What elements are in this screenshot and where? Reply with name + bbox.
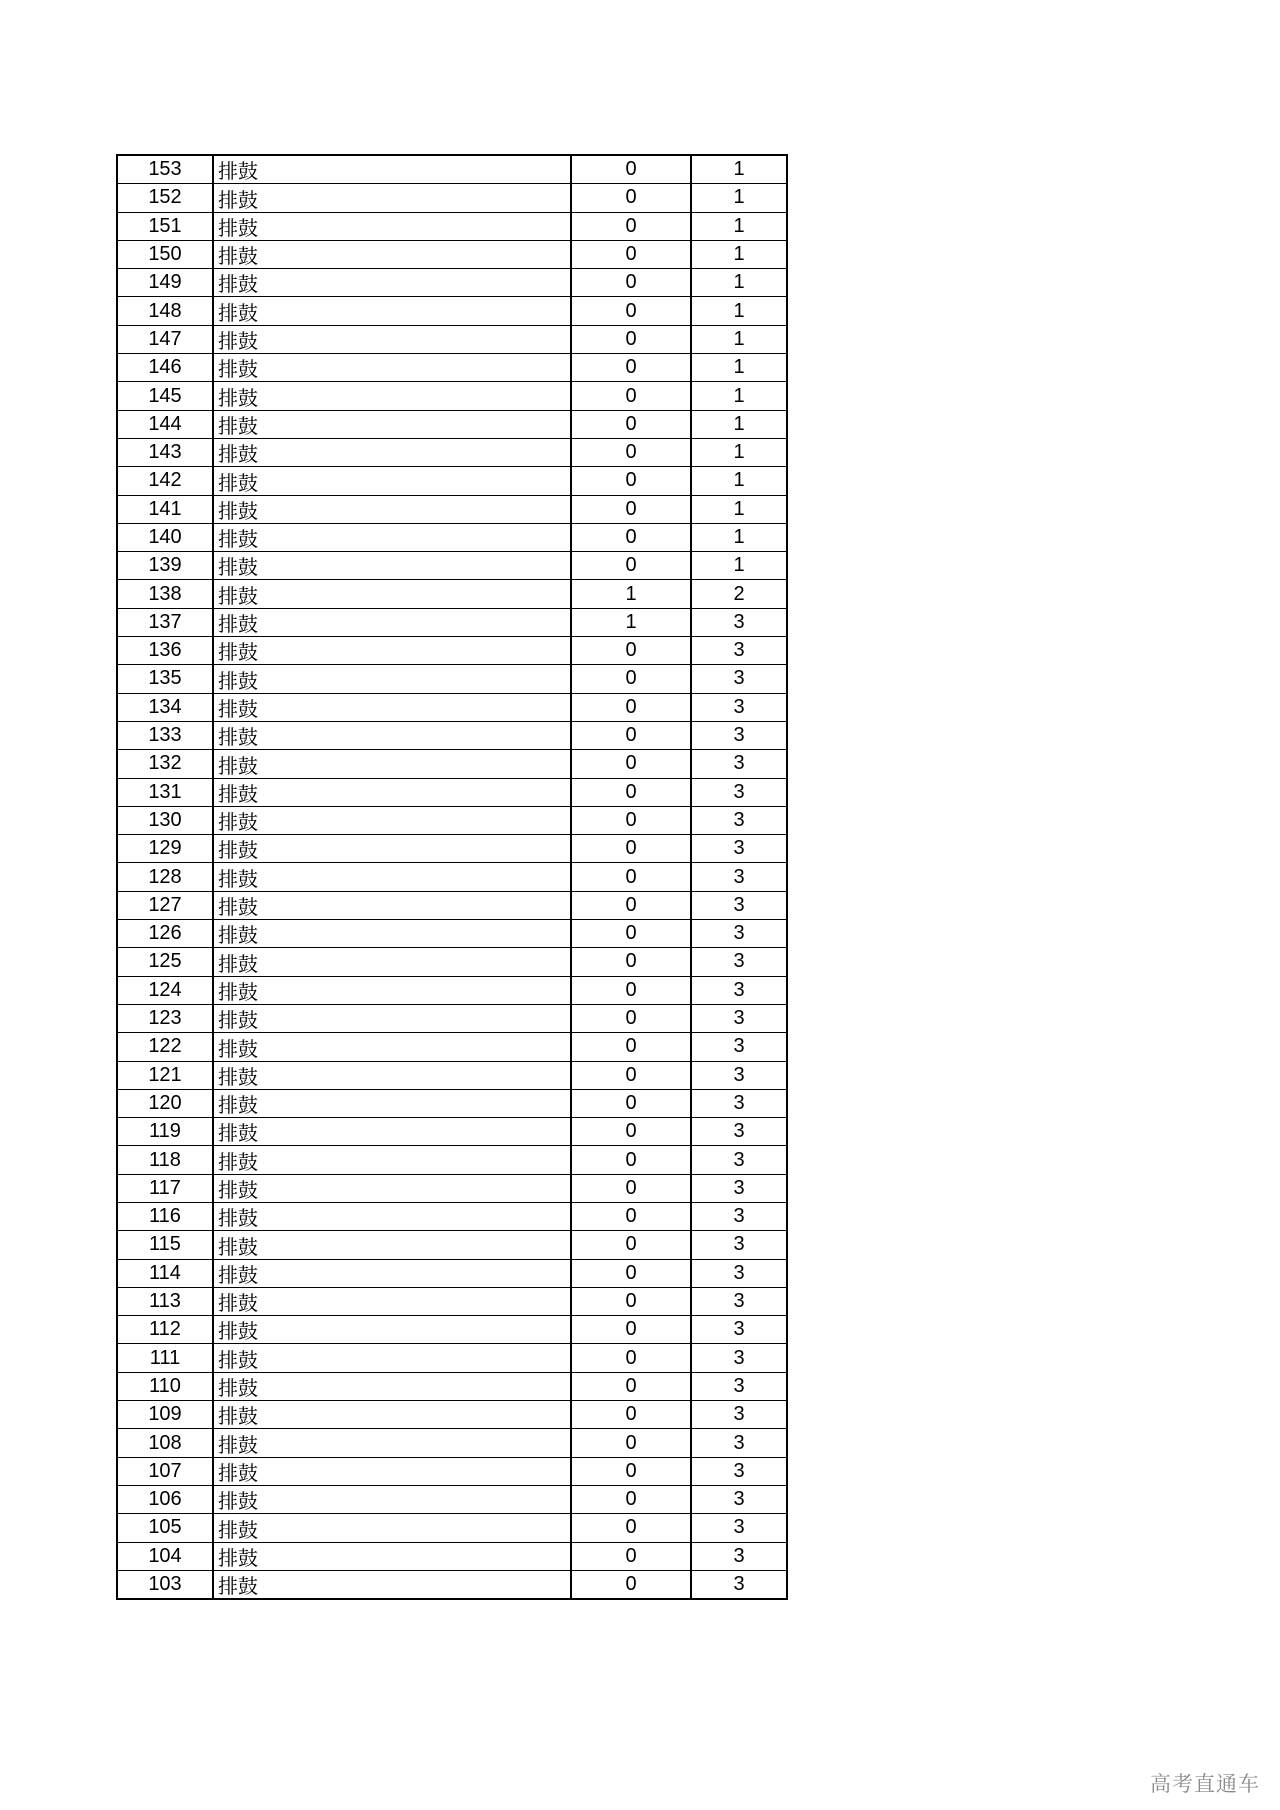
score-cell: 147 (117, 325, 213, 353)
table-row (117, 1089, 787, 1117)
sport-cell: 排鼓 (213, 1514, 571, 1542)
table-row (117, 1259, 787, 1287)
table-row (117, 1542, 787, 1570)
table-row (117, 976, 787, 1004)
score-cell: 149 (117, 269, 213, 297)
count-cell: 0 (571, 891, 691, 919)
table-row (117, 184, 787, 212)
sport-cell: 排鼓 (213, 1457, 571, 1485)
count-cell: 0 (571, 1004, 691, 1032)
sport-cell: 排鼓 (213, 212, 571, 240)
count-cell: 0 (571, 1485, 691, 1513)
cumulative-count-cell: 3 (691, 1202, 787, 1230)
sport-cell: 排鼓 (213, 1401, 571, 1429)
table-row (117, 552, 787, 580)
cumulative-count-cell: 1 (691, 240, 787, 268)
table-row (117, 891, 787, 919)
sport-cell: 排鼓 (213, 608, 571, 636)
table-row (117, 523, 787, 551)
score-cell: 141 (117, 495, 213, 523)
sport-cell: 排鼓 (213, 552, 571, 580)
cumulative-count-cell: 3 (691, 1146, 787, 1174)
sport-cell: 排鼓 (213, 778, 571, 806)
score-cell: 105 (117, 1514, 213, 1542)
table-row (117, 212, 787, 240)
score-cell: 112 (117, 1316, 213, 1344)
table-row (117, 1146, 787, 1174)
score-cell: 129 (117, 835, 213, 863)
count-cell: 0 (571, 1542, 691, 1570)
count-cell: 0 (571, 354, 691, 382)
sport-cell: 排鼓 (213, 269, 571, 297)
count-cell: 0 (571, 1259, 691, 1287)
cumulative-count-cell: 1 (691, 410, 787, 438)
sport-cell: 排鼓 (213, 1202, 571, 1230)
score-cell: 132 (117, 750, 213, 778)
table-row (117, 269, 787, 297)
count-cell: 0 (571, 1429, 691, 1457)
count-cell: 0 (571, 1202, 691, 1230)
cumulative-count-cell: 3 (691, 693, 787, 721)
count-cell: 0 (571, 523, 691, 551)
table-row (117, 438, 787, 466)
cumulative-count-cell: 2 (691, 580, 787, 608)
count-cell: 0 (571, 1514, 691, 1542)
score-cell: 142 (117, 467, 213, 495)
sport-cell: 排鼓 (213, 1033, 571, 1061)
cumulative-count-cell: 3 (691, 948, 787, 976)
score-cell: 117 (117, 1174, 213, 1202)
table-row (117, 354, 787, 382)
score-cell: 108 (117, 1429, 213, 1457)
sport-cell: 排鼓 (213, 665, 571, 693)
score-cell: 115 (117, 1231, 213, 1259)
score-cell: 120 (117, 1089, 213, 1117)
table-row (117, 580, 787, 608)
sport-cell: 排鼓 (213, 1316, 571, 1344)
score-cell: 106 (117, 1485, 213, 1513)
table-row (117, 1033, 787, 1061)
cumulative-count-cell: 3 (691, 1004, 787, 1032)
score-cell: 135 (117, 665, 213, 693)
score-cell: 151 (117, 212, 213, 240)
count-cell: 0 (571, 1174, 691, 1202)
table-row (117, 1118, 787, 1146)
count-cell: 0 (571, 1457, 691, 1485)
cumulative-count-cell: 3 (691, 1089, 787, 1117)
score-cell: 152 (117, 184, 213, 212)
count-cell: 0 (571, 721, 691, 749)
table-row (117, 1570, 787, 1599)
table-row (117, 665, 787, 693)
score-cell: 103 (117, 1570, 213, 1599)
sport-cell: 排鼓 (213, 1287, 571, 1315)
sport-cell: 排鼓 (213, 721, 571, 749)
cumulative-count-cell: 3 (691, 1316, 787, 1344)
cumulative-count-cell: 3 (691, 1485, 787, 1513)
sport-cell: 排鼓 (213, 976, 571, 1004)
count-cell: 0 (571, 1061, 691, 1089)
count-cell: 0 (571, 495, 691, 523)
count-cell: 0 (571, 467, 691, 495)
sport-cell: 排鼓 (213, 410, 571, 438)
score-cell: 144 (117, 410, 213, 438)
count-cell: 0 (571, 1372, 691, 1400)
count-cell: 0 (571, 184, 691, 212)
count-cell: 0 (571, 1344, 691, 1372)
table-row (117, 155, 787, 184)
watermark-text: 高考直通车 (1150, 1772, 1260, 1796)
score-cell: 134 (117, 693, 213, 721)
count-cell: 0 (571, 1146, 691, 1174)
score-cell: 145 (117, 382, 213, 410)
cumulative-count-cell: 3 (691, 1401, 787, 1429)
table-row (117, 297, 787, 325)
count-cell: 0 (571, 948, 691, 976)
table-row (117, 1174, 787, 1202)
count-cell: 0 (571, 269, 691, 297)
cumulative-count-cell: 1 (691, 467, 787, 495)
sport-cell: 排鼓 (213, 325, 571, 353)
cumulative-count-cell: 3 (691, 1174, 787, 1202)
count-cell: 0 (571, 297, 691, 325)
score-cell: 128 (117, 863, 213, 891)
cumulative-count-cell: 3 (691, 1033, 787, 1061)
table-body (117, 155, 787, 1599)
cumulative-count-cell: 3 (691, 1570, 787, 1599)
count-cell: 0 (571, 778, 691, 806)
table-row (117, 637, 787, 665)
count-cell: 0 (571, 693, 691, 721)
score-cell: 139 (117, 552, 213, 580)
sport-cell: 排鼓 (213, 1485, 571, 1513)
sport-cell: 排鼓 (213, 1089, 571, 1117)
table-row (117, 948, 787, 976)
table-row (117, 1372, 787, 1400)
cumulative-count-cell: 1 (691, 495, 787, 523)
count-cell: 0 (571, 665, 691, 693)
cumulative-count-cell: 3 (691, 778, 787, 806)
score-cell: 109 (117, 1401, 213, 1429)
cumulative-count-cell: 3 (691, 976, 787, 1004)
sport-cell: 排鼓 (213, 297, 571, 325)
count-cell: 0 (571, 240, 691, 268)
sport-cell: 排鼓 (213, 806, 571, 834)
sport-cell: 排鼓 (213, 1231, 571, 1259)
count-cell: 0 (571, 552, 691, 580)
table-row (117, 721, 787, 749)
cumulative-count-cell: 3 (691, 1118, 787, 1146)
count-cell: 0 (571, 410, 691, 438)
sport-cell: 排鼓 (213, 240, 571, 268)
score-cell: 143 (117, 438, 213, 466)
table-row (117, 750, 787, 778)
sport-cell: 排鼓 (213, 495, 571, 523)
cumulative-count-cell: 3 (691, 637, 787, 665)
count-cell: 0 (571, 1089, 691, 1117)
cumulative-count-cell: 1 (691, 184, 787, 212)
sport-cell: 排鼓 (213, 1004, 571, 1032)
table-row (117, 382, 787, 410)
cumulative-count-cell: 3 (691, 750, 787, 778)
score-cell: 138 (117, 580, 213, 608)
cumulative-count-cell: 3 (691, 1259, 787, 1287)
cumulative-count-cell: 3 (691, 835, 787, 863)
score-cell: 114 (117, 1259, 213, 1287)
count-cell: 1 (571, 608, 691, 636)
cumulative-count-cell: 3 (691, 1287, 787, 1315)
cumulative-count-cell: 3 (691, 863, 787, 891)
cumulative-count-cell: 3 (691, 806, 787, 834)
count-cell: 0 (571, 920, 691, 948)
cumulative-count-cell: 3 (691, 920, 787, 948)
cumulative-count-cell: 1 (691, 155, 787, 184)
cumulative-count-cell: 3 (691, 721, 787, 749)
table-row (117, 1202, 787, 1230)
table-row (117, 1316, 787, 1344)
score-cell: 104 (117, 1542, 213, 1570)
table-row (117, 778, 787, 806)
score-cell: 131 (117, 778, 213, 806)
sport-cell: 排鼓 (213, 580, 571, 608)
sport-cell: 排鼓 (213, 438, 571, 466)
table-row (117, 1231, 787, 1259)
count-cell: 0 (571, 1570, 691, 1599)
score-cell: 140 (117, 523, 213, 551)
sport-cell: 排鼓 (213, 920, 571, 948)
sport-cell: 排鼓 (213, 1542, 571, 1570)
count-cell: 0 (571, 438, 691, 466)
cumulative-count-cell: 3 (691, 891, 787, 919)
score-cell: 113 (117, 1287, 213, 1315)
count-cell: 1 (571, 580, 691, 608)
table-row (117, 1429, 787, 1457)
sport-cell: 排鼓 (213, 1061, 571, 1089)
count-cell: 0 (571, 750, 691, 778)
sport-cell: 排鼓 (213, 382, 571, 410)
score-cell: 137 (117, 608, 213, 636)
score-cell: 116 (117, 1202, 213, 1230)
score-distribution-table (116, 154, 788, 1600)
table-row (117, 1457, 787, 1485)
sport-cell: 排鼓 (213, 1259, 571, 1287)
count-cell: 0 (571, 863, 691, 891)
sport-cell: 排鼓 (213, 1146, 571, 1174)
score-cell: 148 (117, 297, 213, 325)
table-row (117, 495, 787, 523)
score-cell: 107 (117, 1457, 213, 1485)
cumulative-count-cell: 3 (691, 1542, 787, 1570)
table-row (117, 410, 787, 438)
cumulative-count-cell: 1 (691, 269, 787, 297)
score-cell: 121 (117, 1061, 213, 1089)
count-cell: 0 (571, 637, 691, 665)
score-cell: 125 (117, 948, 213, 976)
table-row (117, 1061, 787, 1089)
cumulative-count-cell: 3 (691, 1344, 787, 1372)
table-row (117, 835, 787, 863)
score-cell: 123 (117, 1004, 213, 1032)
table-row (117, 863, 787, 891)
count-cell: 0 (571, 155, 691, 184)
sport-cell: 排鼓 (213, 835, 571, 863)
table-row (117, 240, 787, 268)
count-cell: 0 (571, 212, 691, 240)
cumulative-count-cell: 1 (691, 354, 787, 382)
cumulative-count-cell: 1 (691, 438, 787, 466)
cumulative-count-cell: 3 (691, 1429, 787, 1457)
count-cell: 0 (571, 976, 691, 1004)
sport-cell: 排鼓 (213, 891, 571, 919)
score-cell: 136 (117, 637, 213, 665)
sport-cell: 排鼓 (213, 1429, 571, 1457)
table-row (117, 1514, 787, 1542)
table-row (117, 806, 787, 834)
count-cell: 0 (571, 325, 691, 353)
score-cell: 133 (117, 721, 213, 749)
count-cell: 0 (571, 1118, 691, 1146)
score-cell: 124 (117, 976, 213, 1004)
sport-cell: 排鼓 (213, 863, 571, 891)
cumulative-count-cell: 3 (691, 1061, 787, 1089)
score-cell: 119 (117, 1118, 213, 1146)
score-cell: 146 (117, 354, 213, 382)
sport-cell: 排鼓 (213, 467, 571, 495)
table-row (117, 1485, 787, 1513)
count-cell: 0 (571, 835, 691, 863)
score-cell: 110 (117, 1372, 213, 1400)
score-cell: 111 (117, 1344, 213, 1372)
sport-cell: 排鼓 (213, 1344, 571, 1372)
count-cell: 0 (571, 1231, 691, 1259)
cumulative-count-cell: 1 (691, 382, 787, 410)
cumulative-count-cell: 3 (691, 1457, 787, 1485)
sport-cell: 排鼓 (213, 750, 571, 778)
table-row (117, 1287, 787, 1315)
table-row (117, 1004, 787, 1032)
cumulative-count-cell: 1 (691, 523, 787, 551)
count-cell: 0 (571, 806, 691, 834)
count-cell: 0 (571, 382, 691, 410)
table-row (117, 1344, 787, 1372)
score-cell: 150 (117, 240, 213, 268)
cumulative-count-cell: 1 (691, 212, 787, 240)
score-cell: 130 (117, 806, 213, 834)
count-cell: 0 (571, 1401, 691, 1429)
sport-cell: 排鼓 (213, 523, 571, 551)
sport-cell: 排鼓 (213, 637, 571, 665)
cumulative-count-cell: 3 (691, 1231, 787, 1259)
count-cell: 0 (571, 1287, 691, 1315)
table-row (117, 693, 787, 721)
count-cell: 0 (571, 1033, 691, 1061)
score-cell: 122 (117, 1033, 213, 1061)
cumulative-count-cell: 3 (691, 608, 787, 636)
score-cell: 126 (117, 920, 213, 948)
count-cell: 0 (571, 1316, 691, 1344)
score-cell: 118 (117, 1146, 213, 1174)
table-row (117, 920, 787, 948)
table-row (117, 467, 787, 495)
cumulative-count-cell: 3 (691, 1372, 787, 1400)
sport-cell: 排鼓 (213, 1118, 571, 1146)
sport-cell: 排鼓 (213, 184, 571, 212)
cumulative-count-cell: 1 (691, 325, 787, 353)
sport-cell: 排鼓 (213, 354, 571, 382)
table-row (117, 1401, 787, 1429)
sport-cell: 排鼓 (213, 948, 571, 976)
cumulative-count-cell: 1 (691, 552, 787, 580)
table-row (117, 608, 787, 636)
sport-cell: 排鼓 (213, 155, 571, 184)
score-cell: 127 (117, 891, 213, 919)
sport-cell: 排鼓 (213, 1570, 571, 1599)
score-cell: 153 (117, 155, 213, 184)
cumulative-count-cell: 1 (691, 297, 787, 325)
table-row (117, 325, 787, 353)
cumulative-count-cell: 3 (691, 665, 787, 693)
sport-cell: 排鼓 (213, 1372, 571, 1400)
sport-cell: 排鼓 (213, 1174, 571, 1202)
cumulative-count-cell: 3 (691, 1514, 787, 1542)
sport-cell: 排鼓 (213, 693, 571, 721)
